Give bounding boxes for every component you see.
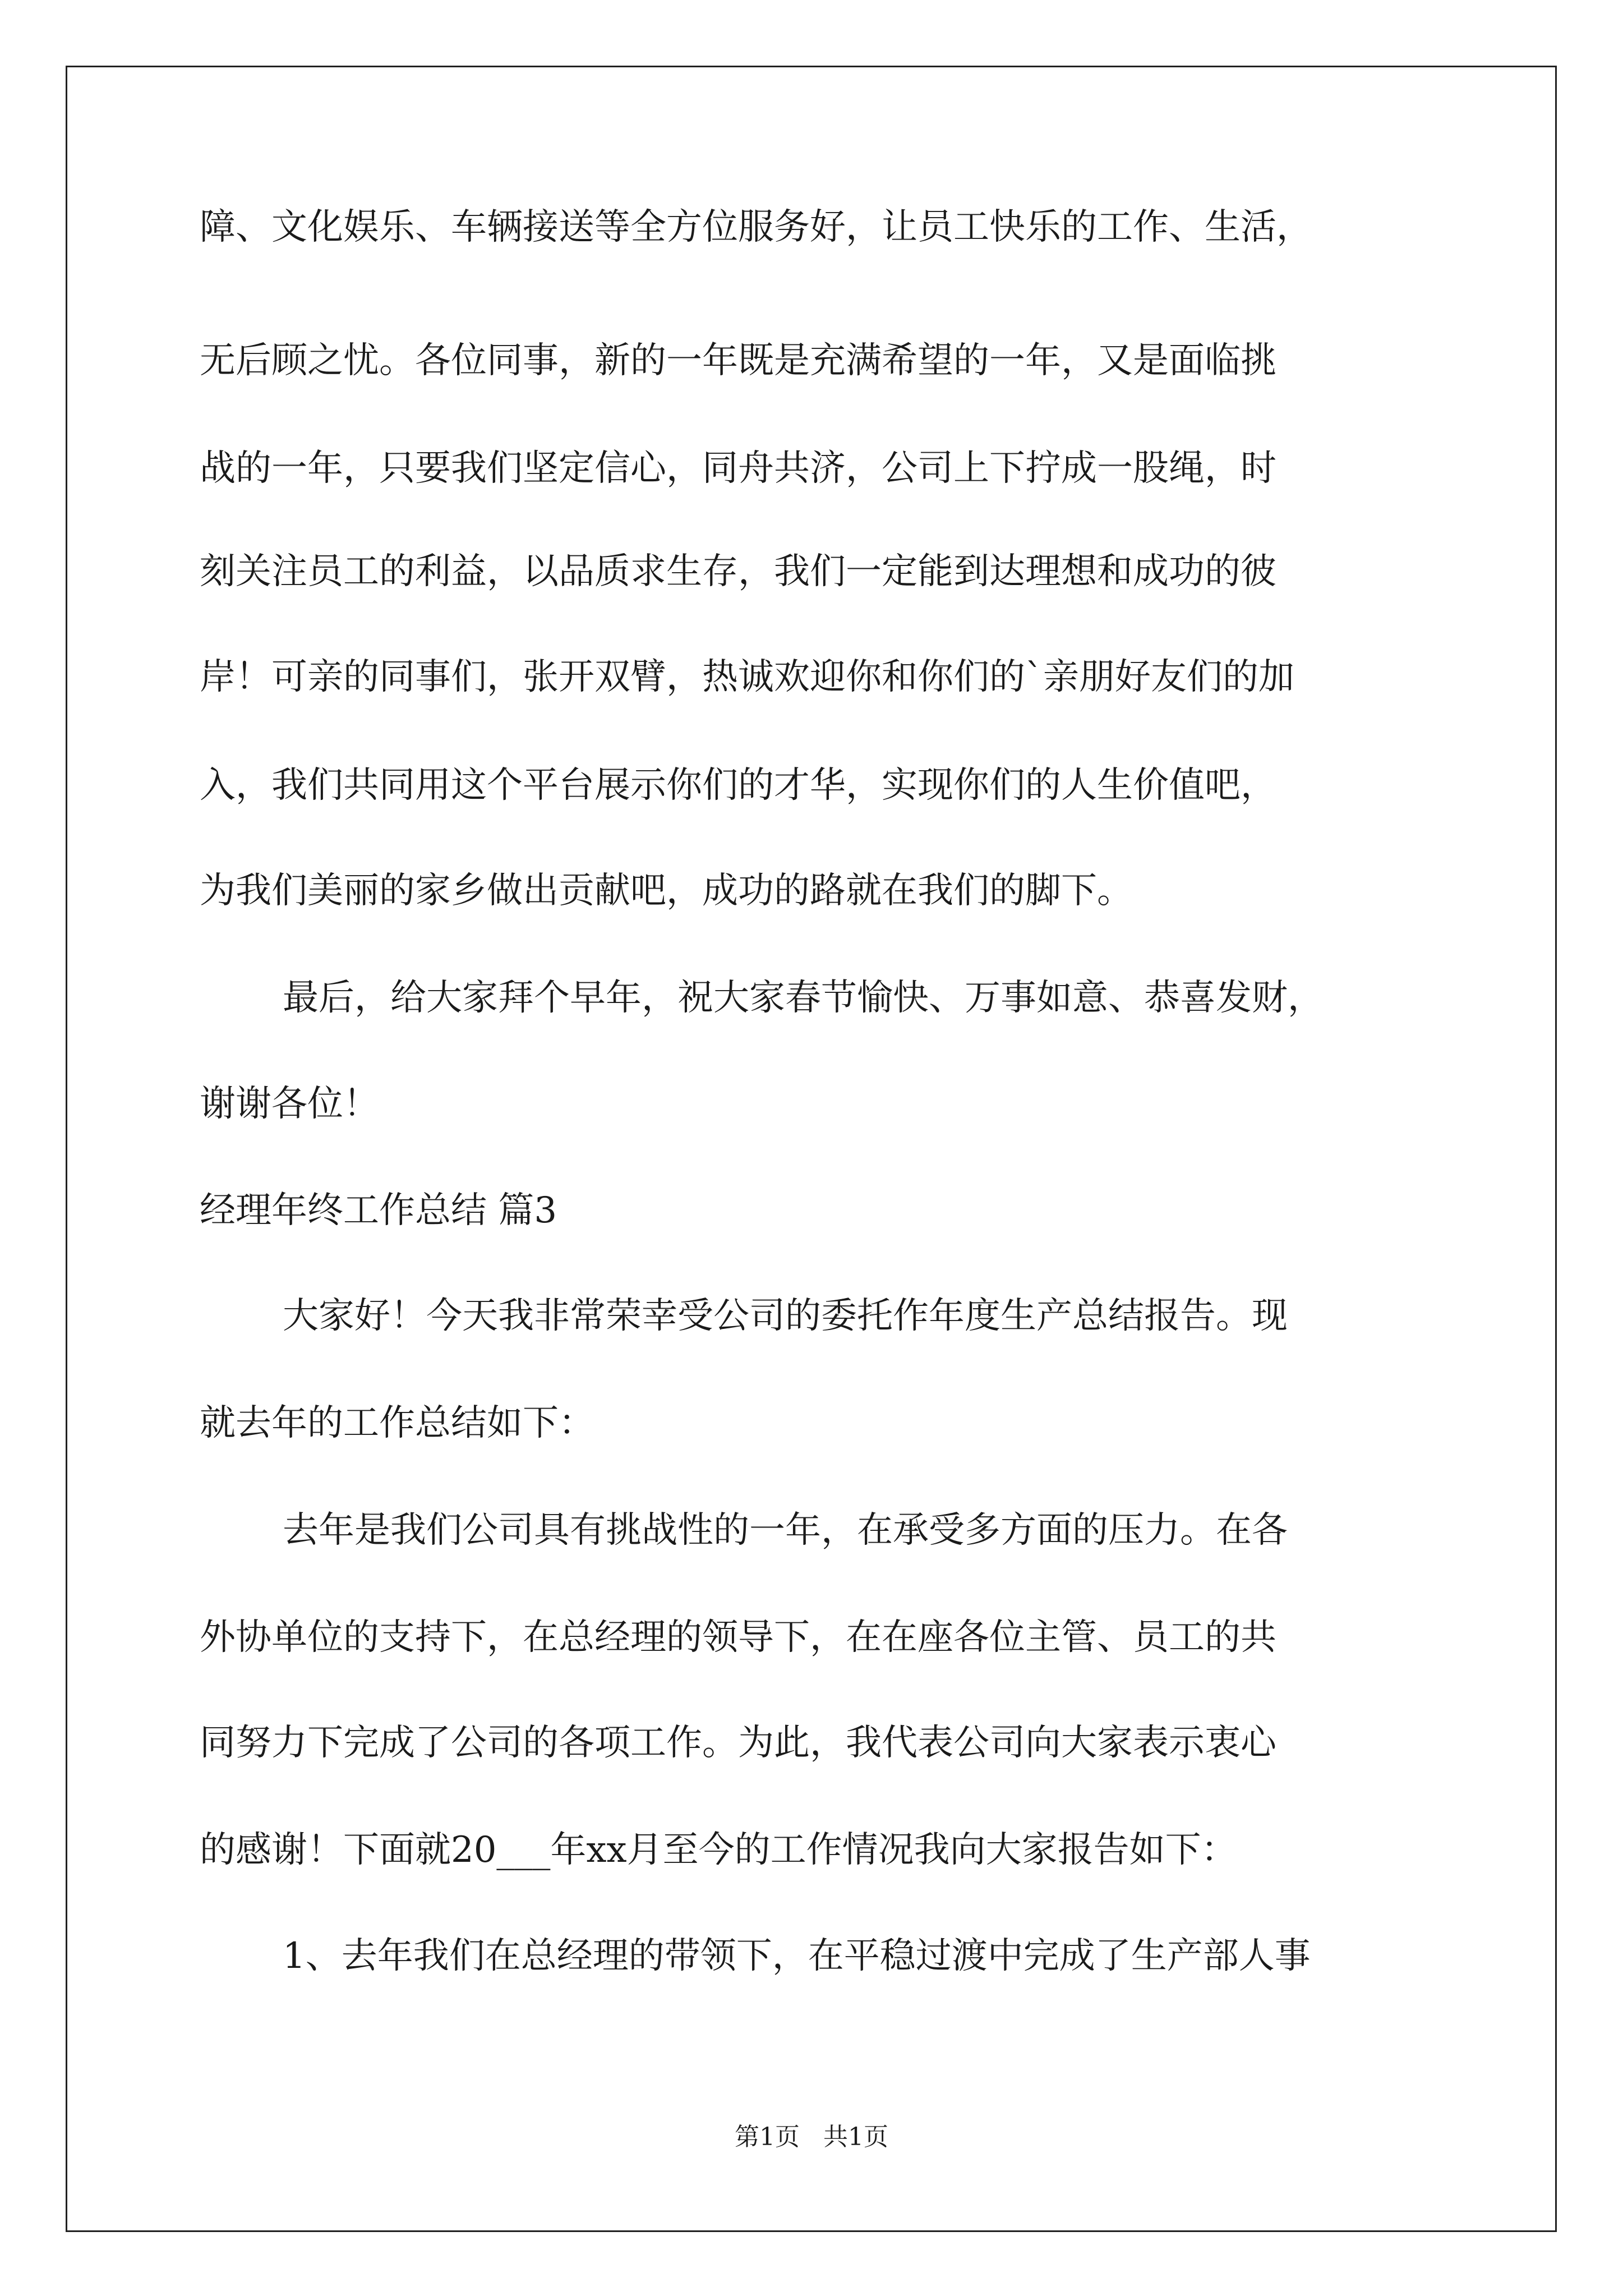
text-line: 障、文化娱乐、车辆接送等全方位服务好，让员工快乐的工作、生活，: [200, 206, 1312, 248]
text-line: 战的一年，只要我们坚定信心，同舟共济，公司上下拧成一股绳，时: [200, 448, 1276, 489]
section-heading: 经理年终工作总结 篇3: [200, 1190, 557, 1231]
paragraph-start: 大家好！今天我非常荣幸受公司的委托作年度生产总结报告。现: [283, 1295, 1288, 1337]
text-line: 的感谢！下面就20___年xx月至今的工作情况我向大家报告如下：: [200, 1829, 1237, 1871]
text-line: 无后顾之忧。各位同事，新的一年既是充满希望的一年，又是面临挑: [200, 340, 1276, 381]
text-line: 为我们美丽的家乡做出贡献吧，成功的路就在我们的脚下。: [200, 870, 1133, 912]
text-line: 就去年的工作总结如下：: [200, 1402, 594, 1444]
page-total: 共1页: [823, 2123, 888, 2151]
text-line: 外协单位的支持下，在总经理的领导下，在在座各位主管、员工的共: [200, 1617, 1276, 1658]
page-number: 第1页: [735, 2123, 800, 2151]
paragraph-start: 去年是我们公司具有挑战性的一年，在承受多方面的压力。在各: [283, 1510, 1288, 1551]
text-line: 岸！可亲的同事们，张开双臂，热诚欢迎你和你们的`亲朋好友们的加: [200, 656, 1294, 698]
text-line: 刻关注员工的利益，以品质求生存，我们一定能到达理想和成功的彼: [200, 551, 1276, 592]
text-line: 入，我们共同用这个平台展示你们的才华，实现你们的人生价值吧，: [200, 765, 1276, 806]
text-line: 谢谢各位！: [200, 1083, 379, 1125]
paragraph-start: 最后，给大家拜个早年，祝大家春节愉快、万事如意、恭喜发财，: [283, 977, 1324, 1019]
page-footer: [0, 2123, 1623, 2151]
text-line: 同努力下完成了公司的各项工作。为此，我代表公司向大家表示衷心: [200, 1722, 1276, 1764]
page-frame: [66, 66, 1557, 2232]
paragraph-start: 1、去年我们在总经理的带领下，在平稳过渡中完成了生产部人事: [283, 1935, 1311, 1977]
